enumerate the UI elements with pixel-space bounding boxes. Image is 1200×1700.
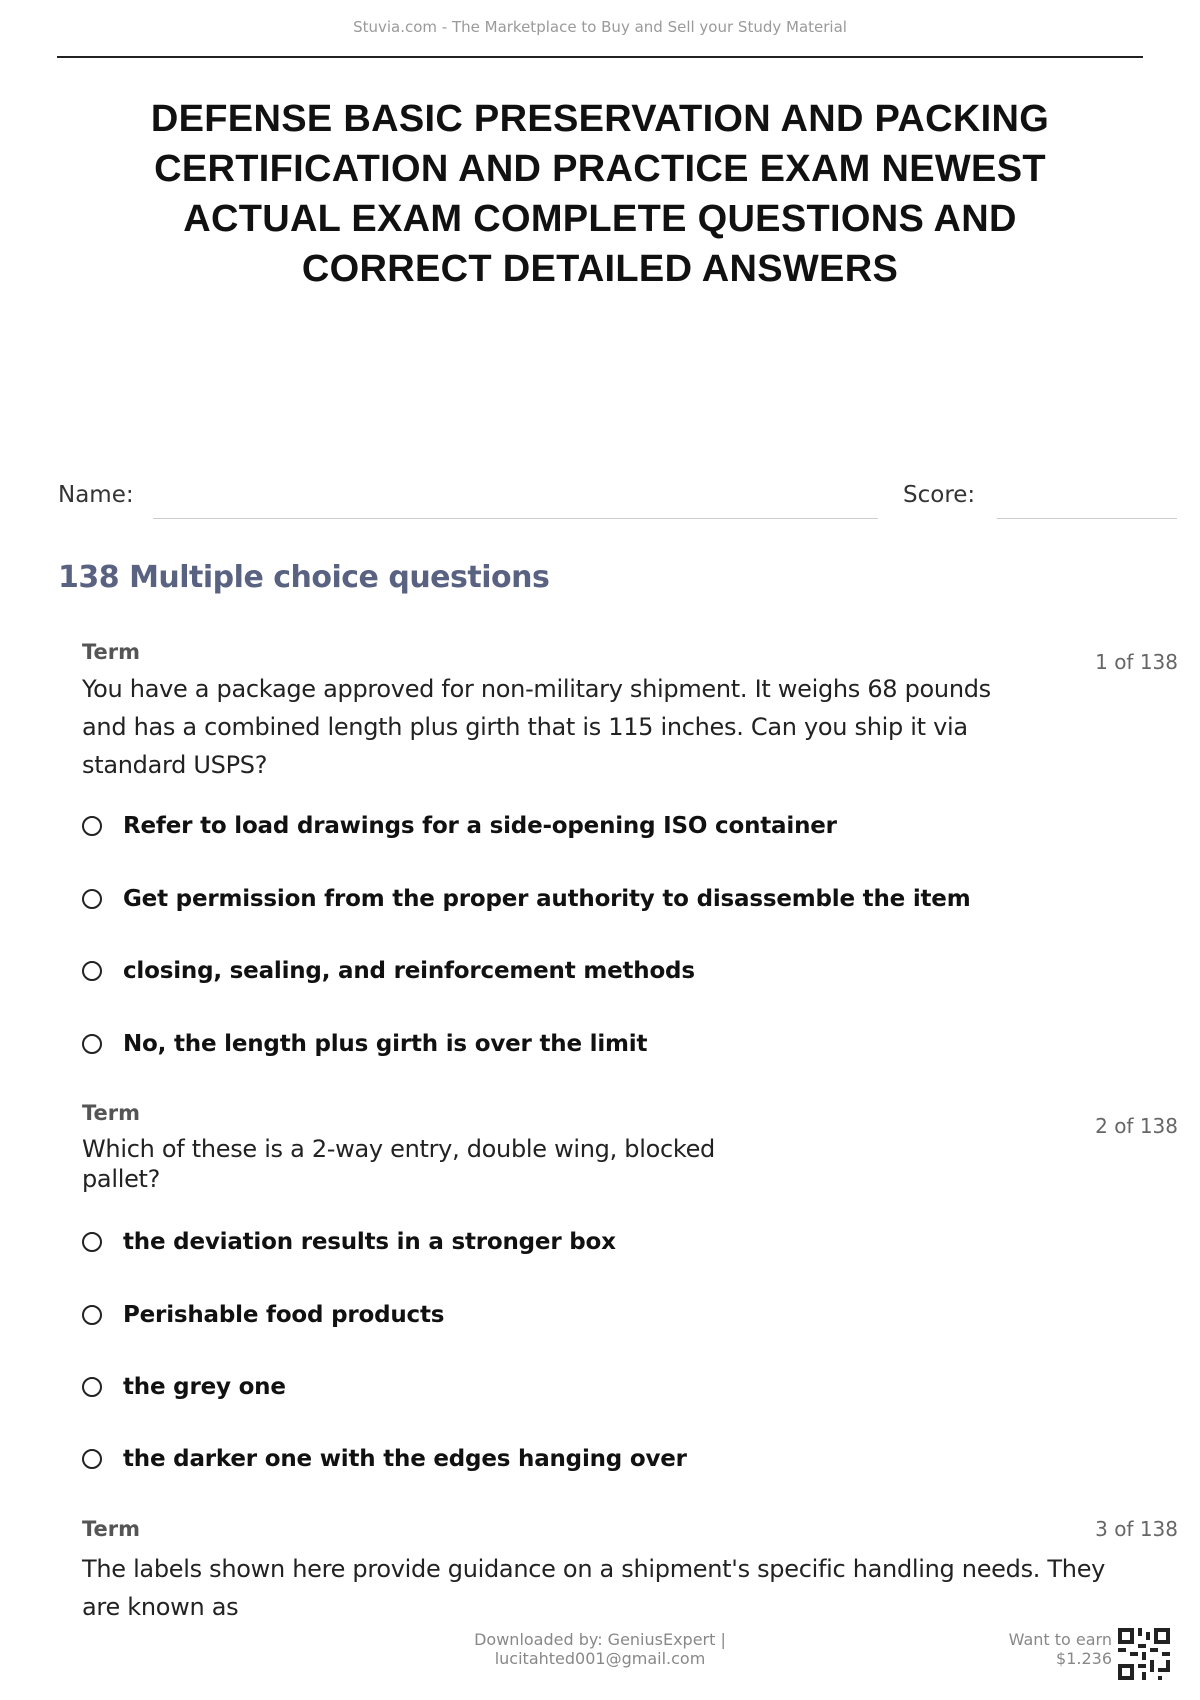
question-1-option-3[interactable] [82,958,695,984]
option-label: Get permission from the proper authority to disassemble the item [123,886,971,912]
radio-button[interactable] [82,816,102,836]
name-field[interactable] [153,518,878,519]
option-label: Refer to load drawings for a side-opening ISO container [123,813,837,839]
question-1-text: You have a package approved for non-military shipment. It weighs 68 pounds and has a combined length plus girth that is 115 inches. Can you ship it via standard USPS? [82,675,991,779]
question-2-option-2[interactable] [82,1302,444,1328]
name-label: Name: [58,482,134,508]
earn-line-2: $1.236 [1056,1649,1112,1668]
question-1-option-4[interactable] [82,1031,647,1057]
question-1-option-1[interactable] [82,813,837,839]
question-2-option-3[interactable] [82,1374,286,1400]
option-label: the deviation results in a stronger box [123,1229,616,1255]
question-3-text: The labels shown here provide guidance on a shipment's specific handling needs. They are known as [82,1555,1106,1621]
earn-line-1: Want to earn [1008,1630,1112,1649]
option-label: closing, sealing, and reinforcement methods [123,958,695,984]
document-title: DEFENSE BASIC PRESERVATION AND PACKING CERTIFICATION AND PRACTICE EXAM NEWEST ACTUAL EXAM COMPLETE QUESTIONS AND CORRECT DETAILED ANSWERS [150,98,1050,290]
question-2-option-1[interactable] [82,1229,616,1255]
question-3-term: Term [82,1517,141,1541]
question-2-text: Which of these is a 2-way entry, double wing, blocked pallet? [82,1135,715,1193]
option-label: the grey one [123,1374,286,1400]
earn-promo[interactable] [1009,1630,1112,1668]
question-1-term: Term [82,640,141,664]
radio-button[interactable] [82,1305,102,1325]
question-1-option-2[interactable] [82,886,970,912]
section-title: 138 Multiple choice questions [58,560,550,595]
radio-button[interactable] [82,1034,102,1054]
radio-button[interactable] [82,1377,102,1397]
radio-button[interactable] [82,1232,102,1252]
radio-button[interactable] [82,961,102,981]
radio-button[interactable] [82,889,102,909]
question-3-counter: 3 of 138 [1095,1517,1178,1541]
question-2-counter: 2 of 138 [1095,1114,1178,1138]
downloaded-by: Downloaded by: GeniusExpert | [474,1630,726,1649]
qr-code-icon[interactable] [1118,1628,1170,1680]
header-rule [57,56,1143,58]
option-label: No, the length plus girth is over the limit [123,1031,648,1057]
question-2-term: Term [82,1101,141,1125]
downloader-email: lucitahted001@gmail.com [494,1649,706,1668]
option-label: Perishable food products [123,1302,445,1328]
question-2-option-4[interactable] [82,1446,687,1472]
source-header: Stuvia.com - The Marketplace to Buy and Sell your Study Material [353,18,847,36]
option-label: the darker one with the edges hanging over [123,1446,687,1472]
score-field[interactable] [997,518,1177,519]
question-1-counter: 1 of 138 [1095,650,1178,674]
radio-button[interactable] [82,1449,102,1469]
score-label: Score: [903,482,976,508]
